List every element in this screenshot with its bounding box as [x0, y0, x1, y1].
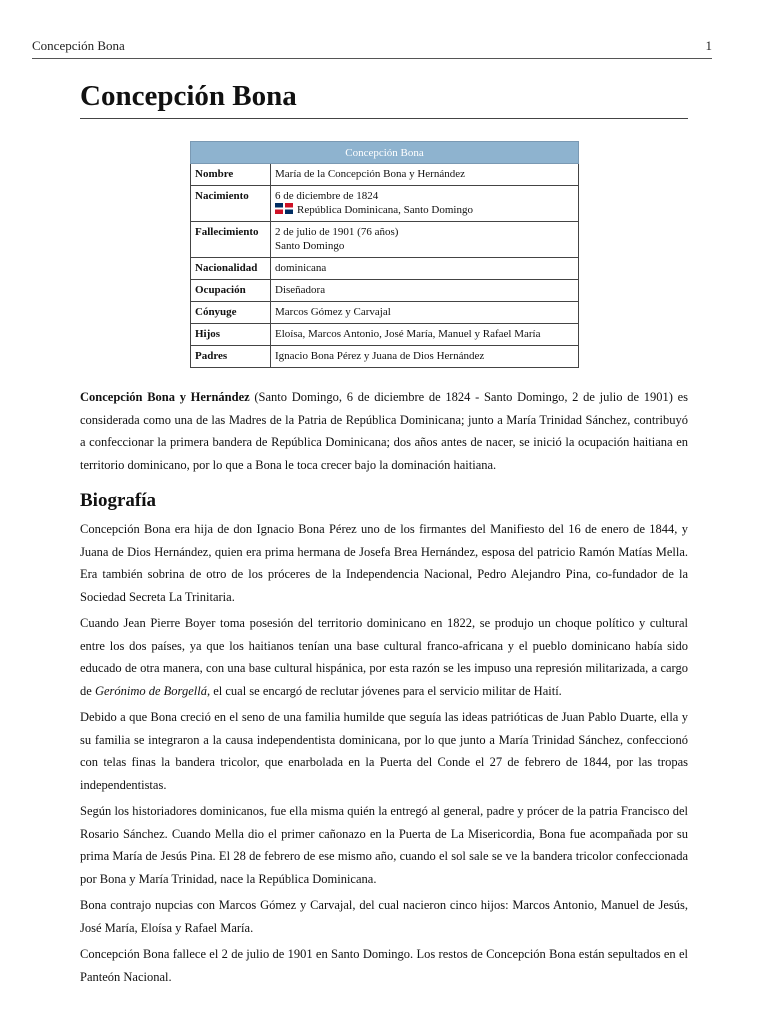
biography-paragraph-1: Concepción Bona era hija de don Ignacio Bona Pérez uno de los firmantes del Manifiesto del 16 de enero de 1844, y Juana de Dios Hernández, quien era prima hermana de Josefa Brea Hernández, esposa del patricio Ramón Matías Mella. Era también sobrina de otro de los próceres de la Independencia Nacional, Pedro Alejandro Pina, co-fundador de la Sociedad Secreta La Trinitaria.: [80, 522, 688, 604]
infobox-label: Nombre: [191, 164, 271, 186]
infobox-value: María de la Concepción Bona y Hernández: [271, 164, 579, 186]
infobox-value: dominicana: [271, 258, 579, 280]
infobox-caption: Concepción Bona: [191, 142, 579, 164]
intro-bold-name: Concepción Bona y Hernández: [80, 390, 250, 404]
title-divider: [80, 118, 688, 119]
page-number: 1: [705, 38, 712, 53]
infobox-row-fallecimiento: [191, 222, 579, 258]
infobox-row-hijos: [191, 324, 579, 346]
intro-paragraph: [80, 386, 688, 476]
page-title: Concepción Bona: [80, 80, 297, 112]
p2-italic-name: Gerónimo de Borgellá: [94, 683, 207, 698]
infobox-label: Ocupación: [191, 280, 271, 302]
infobox-value: Marcos Gómez y Carvajal: [271, 302, 579, 324]
intro-text: (Santo Domingo, 6 de diciembre de 1824 - Santo Domingo, 2 de julio de 1901) es considerada como una de las Madres de la Patria de República Dominicana; junto a María Trinidad Sánchez, contribuyó a confeccionar la primera bandera de República Dominicana; dos años antes de nacer, se inició la ocupación haitiana en territorio dominicano, por lo que a Bona le toca crecer bajo la dominación haitiana.: [80, 390, 688, 472]
infobox-value: Eloísa, Marcos Antonio, José María, Manuel y Rafael María: [271, 324, 579, 346]
section-title-biografia: Biografía: [80, 490, 156, 511]
infobox-value: [271, 186, 579, 222]
biography-paragraph-2: [80, 612, 688, 702]
infobox-row-nombre: [191, 164, 579, 186]
birth-place: [275, 203, 574, 217]
infobox-row-ocupacion: [191, 280, 579, 302]
biography-paragraph-3: Debido a que Bona creció en el seno de una familia humilde que seguía las ideas patrióticas de Juan Pablo Duarte, ella y su familia se integraron a la causa independentista dominicana, por lo que junto a María Trinidad Sánchez, confeccionó con telas finas la bandera tricolor, que enarbolada en la Puerta del Conde el 27 de febrero de 1844, por las tropas independentistas.: [80, 710, 688, 792]
infobox-label: Cónyuge: [191, 302, 271, 324]
birth-date: 6 de diciembre de 1824: [275, 190, 379, 202]
infobox-value: [271, 222, 579, 258]
infobox-value: Ignacio Bona Pérez y Juana de Dios Hernández: [271, 346, 579, 368]
infobox-row-nacionalidad: [191, 258, 579, 280]
infobox: [190, 141, 579, 368]
infobox-label: Hijos: [191, 324, 271, 346]
infobox-label: Nacimiento: [191, 186, 271, 222]
running-header: [32, 38, 712, 54]
running-header-title: Concepción Bona: [32, 38, 125, 53]
death-date: 2 de julio de 1901 (76 años): [275, 226, 399, 238]
biography-paragraph-6: Concepción Bona fallece el 2 de julio de 1901 en Santo Domingo. Los restos de Concepción Bona están sepultados en el Panteón Nacional.: [80, 947, 688, 984]
dominican-flag-icon: [275, 203, 293, 214]
infobox-value: Diseñadora: [271, 280, 579, 302]
birth-place-text: República Dominicana, Santo Domingo: [297, 204, 473, 216]
biography-paragraph-4: Según los historiadores dominicanos, fue ella misma quién la entregó al general, padre y prócer de la patria Francisco del Rosario Sánchez. Cuando Mella dio el primer cañonazo en la Puerta de La Misericordia, Bona fue acompañada por su prima María de Jesús Pina. El 28 de febrero de ese mismo año, cuando el sol sale se ve la bandera tricolor confeccionada por Bona y María Trinidad, nace la República Dominicana.: [80, 804, 688, 886]
article-body: [80, 386, 688, 992]
header-divider: [32, 58, 712, 59]
infobox-label: Padres: [191, 346, 271, 368]
p2-text-before: Cuando Jean Pierre Boyer toma posesión del territorio dominicano en 1822, se produjo un choque político y cultural entre los dos países, ya que los haitianos tenían una base cultural franco-africana y el pueblo dominicano había sido educado de otra manera, con una base cultural hispánica, por esta razón se les impuso una represión militarizada, a cargo de: [80, 616, 688, 698]
infobox-row-padres: [191, 346, 579, 368]
death-place: Santo Domingo: [275, 240, 345, 252]
biography-paragraph-5: Bona contrajo nupcias con Marcos Gómez y Carvajal, del cual nacieron cinco hijos: Marcos Antonio, Manuel de Jesús, José María, Eloísa y Rafael María.: [80, 898, 688, 935]
p2-text-after: , el cual se encargó de reclutar jóvenes para el servicio militar de Haití.: [206, 683, 562, 698]
infobox-row-conyuge: [191, 302, 579, 324]
infobox-label: Fallecimiento: [191, 222, 271, 258]
infobox-label: Nacionalidad: [191, 258, 271, 280]
infobox-row-nacimiento: [191, 186, 579, 222]
